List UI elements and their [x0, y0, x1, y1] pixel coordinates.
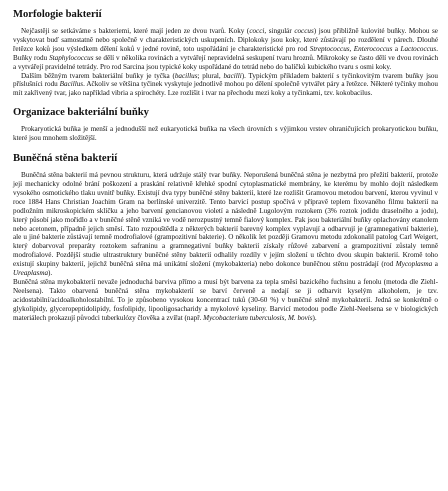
paragraph-mykobakterie: Buněčná stěna mykobakterií nevaže jednoduchá barviva přímo a musí být barvena za tepla směsí bazického fuchsinu a fenolu (metoda dle Ziehl-Neelsena). Takto obarvená buněčná stěna mykobakterií se barví červeně a nedají se ji odbarvit kyselým alkoholem, je tzv. acidostabilní/acidoalkoholostabilní. To je způsobeno vysokou koncentrací tuků (30-60 %) v buněčné stěně mykobakterií. Jedná se konkrétně o glykolipidy, glyceropeptidolipidy, fosfolipidy, lipooligosacharidy a mykolové kyseliny. Barvicí metodou podle Ziehl-Neelsena se v biologických materiálech prokazují původci tuberkulózy člověka a zvířat (např. Mycobacterium tuberculosis, M. bovis). [13, 277, 438, 322]
paragraph-tycky: Dalším běžným tvarem bakteriální buňky je tyčka (bacillus; plural, bacilli). Typickým příkladem bakterií s tyčinkovitým tvarem buňky jsou příslušníci rodu Bacillus. Ačkoliv se většina tyčinek vyskytuje jednotlivě mohou po dělení společně vytvářet páry a řetězce. Některé tyčinky mohou mít zakřivený tvar, jako například vibria a spirochéty. Lze rozlišit i tvar na přechodu mezi koky a tyčinkami, tzv. kokobacilus. [13, 71, 438, 98]
heading-stena: Buněčná stěna bakterií [13, 153, 118, 165]
paragraph-koky: Nejčastěji se setkáváme s bakteriemi, které mají jeden ze dvou tvarů. Koky (cocci, singulár coccus) jsou přibližně kulovité buňky. Mohou se vyskytovat buď samostatně nebo společně v charakteristických uskupeních. Diplokoky jsou koky, které zůstávají po rozdělení v párech. Dlouhé řetězce koků jsou výsledkem dělení koků v jedné rovině, toto uspořádání je charakteristické pro rod Streptococcus, Enterococcus a Lactococcus. Buňky rodu Staphylococcus se dělí v několika rovinách a vytvářejí nepravidelná seskupení tvaru hroznů. Mikrokoky se často dělí ve dvou rovinách a vytvářejí pravidelné tetrády. Pro rod Sarcina jsou typické koky uspořádané do tetrád nebo do balíčků kubického tvaru s osmi koky. [13, 27, 439, 71]
heading-morfologie: Morfologie bakterií [13, 9, 102, 20]
paragraph-stena: Buněčná stěna bakterií má pevnou strukturu, která udržuje stálý tvar buňky. Neporušená buněčná stěna je nezbytná pro přežití bakterií, protože její mechanicky odolné brání poškození a praskání relativně křehké spodní cytoplasmatické membrány, ke kterému by mohlo dojít následkem vysokého osmotického tlaku uvnitř buňky. Existují dva typy buněčné stěny bakterií, které lze rozlišit Gramovou metodou barvení, kterou vyvinul v roce 1884 Hans Christian Joachim Gram na berlínské univerzitě. Tento barvicí postup spočívá v přípravě teplem fixovaného filmu bakterií na podložním mikroskopickém sklíčku a jeho barvení gencianovou violetí a následně Lugolovým roztokem (3% roztok jodidu draselného a jodu), který působí jako mořidlo a v buněčné stěně vzniká ve vodě nerozpustný temně fialový komplex. Pak jsou bakteriální buňky oplachovány etanolem nebo acetonem, případně jejich směsí. Tato rozpouštědla z některých bakterií barevný komplex vyplavují a odbarvují je (gramnegativní bakterie), ale u jiné bakterie zůstávají temně modrofialové (grampozitivní bakterie). O několik let později Gramovu metodu zdokonalil patolog Carl Weigert, který dobarvoval preparáty roztokem safraninu a gramnegativní buňky bakterií získaly růžové zabarvení a grampozitivní zůstaly temně modrofialové. Pozdější studie ultrastruktury buněčné stěny bakterií odhalily rozdíly v jejím složení u těchto dvou skupin bakterií. Kromě toho existují skupiny bakterií, jejichž buněčná stěna má unikátní složení (mykobakteria) nebo dokonce buněčnou stěnu postrádají (rod Mycoplasma a Ureaplasma). [13, 171, 438, 278]
paragraph-organizace: Prokaryotická buňka je menší a jednodušší než eukaryotická buňka na všech úrovních s výjimkou vrstev ohraničujících prokaryotickou buňku, které jsou mnohem složitější. [13, 125, 438, 143]
heading-organizace: Organizace bakteriální buňky [13, 107, 149, 119]
